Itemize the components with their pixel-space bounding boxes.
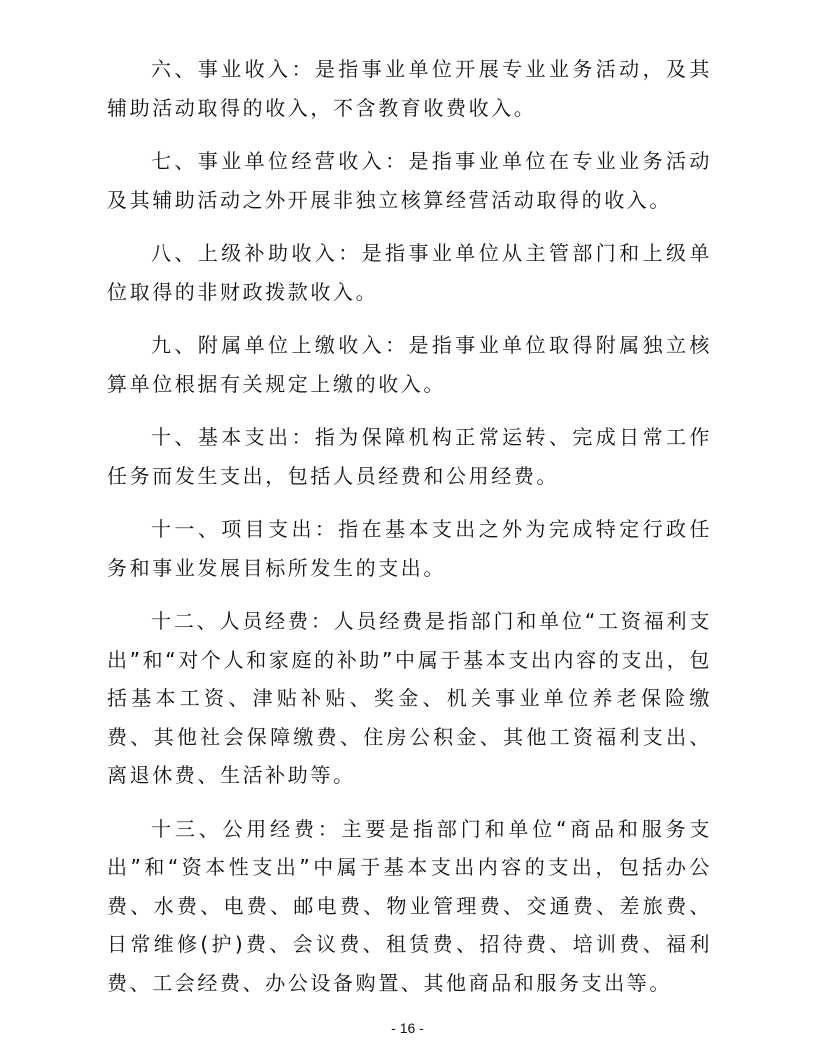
paragraph-affiliate-payment: 九、附属单位上缴收入：是指事业单位取得附属独立核算单位根据有关规定上缴的收入。: [107, 333, 712, 396]
paragraph-basic-expenditure: 十、基本支出：指为保障机构正常运转、完成日常工作任务而发生支出，包括人员经费和公用经费。: [107, 425, 712, 488]
paragraph-public-expenses: 十三、公用经费：主要是指部门和单位“商品和服务支出”和“资本性支出”中属于基本支出内容的支出，包括办公费、水费、电费、邮电费、物业管理费、交通费、差旅费、日常维修(护)费、会议费、租赁费、招待费、培训费、福利费、工会经费、办公设备购置、其他商品和服务支出等。: [107, 816, 712, 995]
page-number: - 16 -: [391, 1020, 424, 1036]
paragraph-business-income: 六、事业收入：是指事业单位开展专业业务活动，及其辅助活动取得的收入，不含教育收费收入。: [107, 57, 712, 120]
paragraph-personnel-expenses: 十二、人员经费：人员经费是指部门和单位“工资福利支出”和“对个人和家庭的补助”中属于基本支出内容的支出，包括基本工资、津贴补贴、奖金、机关事业单位养老保险缴费、其他社会保障缴费、住房公积金、其他工资福利支出、离退休费、生活补助等。: [107, 609, 712, 787]
paragraph-superior-subsidy: 八、上级补助收入：是指事业单位从主管部门和上级单位取得的非财政拨款收入。: [107, 241, 712, 304]
document-body: [107, 50, 712, 1017]
paragraph-operating-income: 七、事业单位经营收入：是指事业单位在专业业务活动及其辅助活动之外开展非独立核算经营活动取得的收入。: [107, 149, 712, 212]
paragraph-project-expenditure: 十一、项目支出：指在基本支出之外为完成特定行政任务和事业发展目标所发生的支出。: [107, 517, 712, 580]
